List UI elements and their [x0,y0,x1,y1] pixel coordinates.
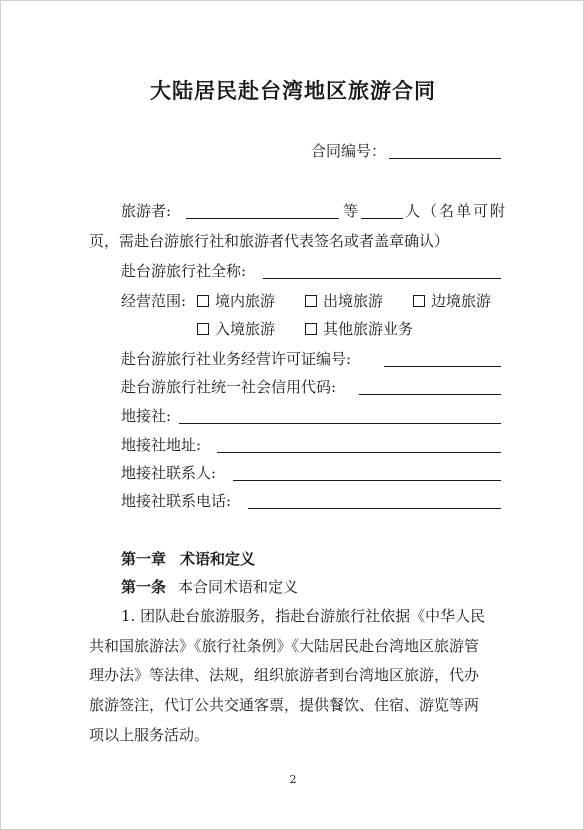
article-heading [121,577,298,597]
contract-number-label: 合同编号： [311,142,387,160]
agency-full-name-label: 赴台游旅行社全称: [121,262,247,280]
local-agency-contact-label: 地接社联系人: [121,464,217,482]
checkbox-icon[interactable] [305,323,317,335]
credit-code-field[interactable] [359,394,501,395]
document-title: 大陆居民赴台湾地区旅游合同 [150,79,436,103]
scope-option-domestic[interactable] [197,291,275,311]
chapter-number: 第一章 [121,550,167,568]
body-line: 旅游签注，代订公共交通客票，提供餐饮、住宿、游览等两 [89,696,480,714]
traveler-name-field[interactable] [186,218,339,219]
license-number-label: 赴台游旅行社业务经营许可证编号: [121,350,352,368]
chapter-heading [121,549,255,569]
traveler-etc-text: 等 [343,202,359,220]
page-number: 2 [289,773,297,786]
scope-option-inbound[interactable] [197,319,275,339]
checkbox-icon[interactable] [413,295,425,307]
contract-number-field[interactable] [389,158,501,159]
scope-option-label: 出境旅游 [323,292,384,310]
local-agency-phone-field[interactable] [248,508,501,509]
local-agency-field[interactable] [179,423,501,424]
credit-code-label: 赴台游旅行社统一社会信用代码: [121,378,337,396]
local-agency-phone-label: 地接社联系电话: [121,492,232,510]
traveler-note-text: 页，需赴台游旅行社和旅游者代表签名或者盖章确认） [89,232,450,250]
agency-full-name-field[interactable] [263,278,501,279]
body-line: 共和国旅游法》《旅行社条例》《大陆居民赴台湾地区旅游管 [89,637,480,655]
article-number: 第一条 [121,578,167,596]
chapter-title: 术语和定义 [180,550,256,568]
business-scope-label: 经营范围: [121,292,187,310]
scope-option-outbound[interactable] [305,291,383,311]
scope-option-border[interactable] [413,291,491,311]
scope-option-label: 境内旅游 [215,292,276,310]
local-agency-contact-field[interactable] [233,480,501,481]
article-title: 本合同术语和定义 [178,578,299,596]
scope-option-label: 边境旅游 [431,292,492,310]
scope-option-other[interactable] [305,319,413,339]
scope-option-label: 入境旅游 [215,320,276,338]
body-line: 项以上服务活动。 [89,726,210,744]
traveler-people-text: 人（名单可附 [405,202,508,220]
traveler-count-field[interactable] [361,218,403,219]
body-line: 理办法》等法律、法规，组织旅游者到台湾地区旅游，代办 [89,666,480,684]
local-agency-address-label: 地接社地址: [121,436,202,454]
license-number-field[interactable] [384,366,501,367]
body-line: 1. 团队赴台旅游服务，指赴台游旅行社依据《中华人民 [121,607,486,625]
checkbox-icon[interactable] [305,295,317,307]
local-agency-label: 地接社: [121,407,172,425]
local-agency-address-field[interactable] [217,452,501,453]
scope-option-label: 其他旅游业务 [323,320,414,338]
checkbox-icon[interactable] [197,295,209,307]
checkbox-icon[interactable] [197,323,209,335]
traveler-label: 旅游者: [121,202,172,220]
